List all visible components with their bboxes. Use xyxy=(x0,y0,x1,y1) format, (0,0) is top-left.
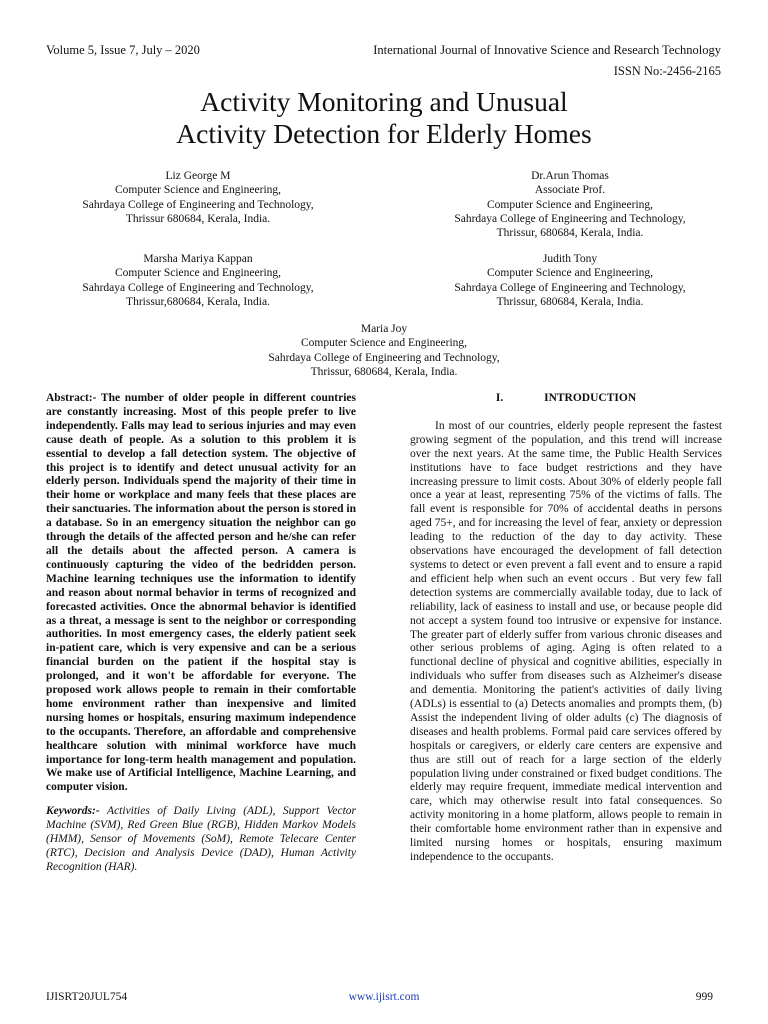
author-affiliation: Sahrdaya College of Engineering and Technology, xyxy=(82,281,314,294)
author-affiliation: Associate Prof. xyxy=(534,184,606,197)
author-name: Marsha Mariya Kappan xyxy=(143,253,253,265)
author-affiliation: Thrissur, 680684, Kerala, India. xyxy=(310,365,458,378)
right-column xyxy=(410,392,722,865)
footer-url[interactable]: www.ijisrt.com xyxy=(348,991,420,1003)
author-affiliation: Sahrdaya College of Engineering and Technology, xyxy=(454,281,686,294)
section-title: INTRODUCTION xyxy=(544,392,637,404)
left-column xyxy=(46,392,356,875)
author-name: Liz George M xyxy=(165,170,231,182)
keywords-label: Keywords:- xyxy=(46,805,100,818)
author-affiliation: Computer Science and Engineering, xyxy=(114,184,282,197)
footer-page-number: 999 xyxy=(695,991,713,1003)
author-block-5 xyxy=(214,322,554,379)
section-number: I. xyxy=(495,392,504,404)
title-line-1: Activity Monitoring and Unusual xyxy=(200,86,568,117)
author-affiliation: Thrissur, 680684, Kerala, India. xyxy=(496,295,644,308)
header-journal: International Journal of Innovative Science and Research Technology xyxy=(373,43,721,57)
section-heading xyxy=(410,392,722,406)
introduction-body: In most of our countries, elderly people represent the fastest growing segment of the population, and this trend will increase over the next years. At the same time, the Public Health Services institutions have to face budget restrictions and they have increasing pressure to limit costs. About 30% of elderly people fall once a year at least, representing 75% of the victims of falls. The fall event is responsible for 70% of accidental deaths in persons aged 75+, and for increasing the level of fear, anxiety or depression leading to the reduction of the day to day activity. These observations have encouraged the development of fall detection systems to detect or even prevent a fall event and to ensure a rapid and efficient help when such an event occurs . But very few fall detection systems are commercially available today, due to lack of reliability, lack of easiness to install and use, or because people did not accept a system found too intrusive or expensive for instance. The greater part of elderly suffer from various chronic diseases and other serious problems of aging. Aging is often related to a functional decline of physical and cognitive abilities, especially in individuals who suffer from diseases such as Alzheimer's disease and dementia. Monitoring the patient's activities of daily living (ADLs) is essential to (a) Detects anomalies and prompts them, (b) Assist the independent living of older adults (c) The diagnosis of diseases and health problems. Formal paid care services offered by hospitals or caregivers, or elderly care centers are expensive and thus are still out of reach for a large section of the elderly population living under constrained or fixed budget conditions. The elderly may require frequent, immediate medical intervention and care, which may otherwise result into fatal consequences. So activity monitoring in a home platform, allows people to remain in their comfortable home environment rather than in expensive and limited nursing homes or hospitals, ensuring maximum independence to the occupants. xyxy=(410,419,722,863)
author-name: Judith Tony xyxy=(542,253,598,265)
author-affiliation: Computer Science and Engineering, xyxy=(486,198,654,211)
abstract: Abstract:- The number of older people in different countries are constantly increasing. Most of this people prefer to live independently. Falls may lead to serious injuries and may even cause death of people. As a solution to this problem it is essential to develop a fall detection system. The objective of this project is to identify and detect unusual activity for an elderly person. Individuals spend the majority of their time in their home or workplace and many feels that these places are their sanctuaries. The information about the person is stored in a database. So in an emergency situation the neighbor can go through the details of the affected person and he/she can refer all the details about the affected person. A camera is continuously capturing the video of the bedridden person. Machine learning techniques use the information to identify and reason about normal behavior in terms of recognized and forecasted activities. Once the abnormal behavior is identified as a threat, a message is sent to the neighbor or corresponding authorities. In most emergency cases, the elderly patient seek in-patient care, which is very expensive and can be a serious financial burden on the patient if the hospital stay is prolonged, and it won't be affordable for everyone. The proposed work allows people to remain in their comfortable home environment rather than inexpensive and limited nursing homes or hospitals, ensuring maximum independence to the occupants. Therefore, an affordable and comprehensive healthcare solution with minimal workforce have much importance for long-term health management and population. We make use of Artificial Intelligence, Machine Learning, and computer vision. xyxy=(46,392,356,794)
keywords xyxy=(46,805,356,875)
header-issn: ISSN No:-2456-2165 xyxy=(613,64,721,78)
keywords-text: Activities of Daily Living (ADL), Support Vector Machine (SVM), Red Green Blue (RGB), Hidden Markov Models (HMM), Sensor of Movements (SoM), Remote Telecare Center (RTC), Decision and Analysis Device (DAD), Human Activity Recognition (HAR). xyxy=(46,805,357,873)
author-affiliation: Thrissur 680684, Kerala, India. xyxy=(125,212,271,225)
header-volume: Volume 5, Issue 7, July – 2020 xyxy=(46,43,200,57)
title-line-2: Activity Detection for Elderly Homes xyxy=(176,118,592,149)
author-affiliation: Computer Science and Engineering, xyxy=(300,337,468,350)
author-affiliation: Computer Science and Engineering, xyxy=(486,267,654,280)
author-affiliation: Sahrdaya College of Engineering and Technology, xyxy=(82,198,314,211)
author-block-3 xyxy=(28,252,368,309)
author-affiliation: Computer Science and Engineering, xyxy=(114,267,282,280)
author-block-2 xyxy=(400,169,740,240)
author-name: Maria Joy xyxy=(360,323,408,335)
footer-code: IJISRT20JUL754 xyxy=(46,991,128,1003)
author-affiliation: Sahrdaya College of Engineering and Technology, xyxy=(454,212,686,225)
paper-title xyxy=(0,86,768,150)
author-affiliation: Thrissur, 680684, Kerala, India. xyxy=(496,227,644,240)
author-affiliation: Thrissur,680684, Kerala, India. xyxy=(126,295,270,308)
author-name: Dr.Arun Thomas xyxy=(531,170,609,182)
author-affiliation: Sahrdaya College of Engineering and Technology, xyxy=(268,351,500,364)
author-block-4 xyxy=(400,252,740,309)
author-block-1 xyxy=(28,169,368,226)
